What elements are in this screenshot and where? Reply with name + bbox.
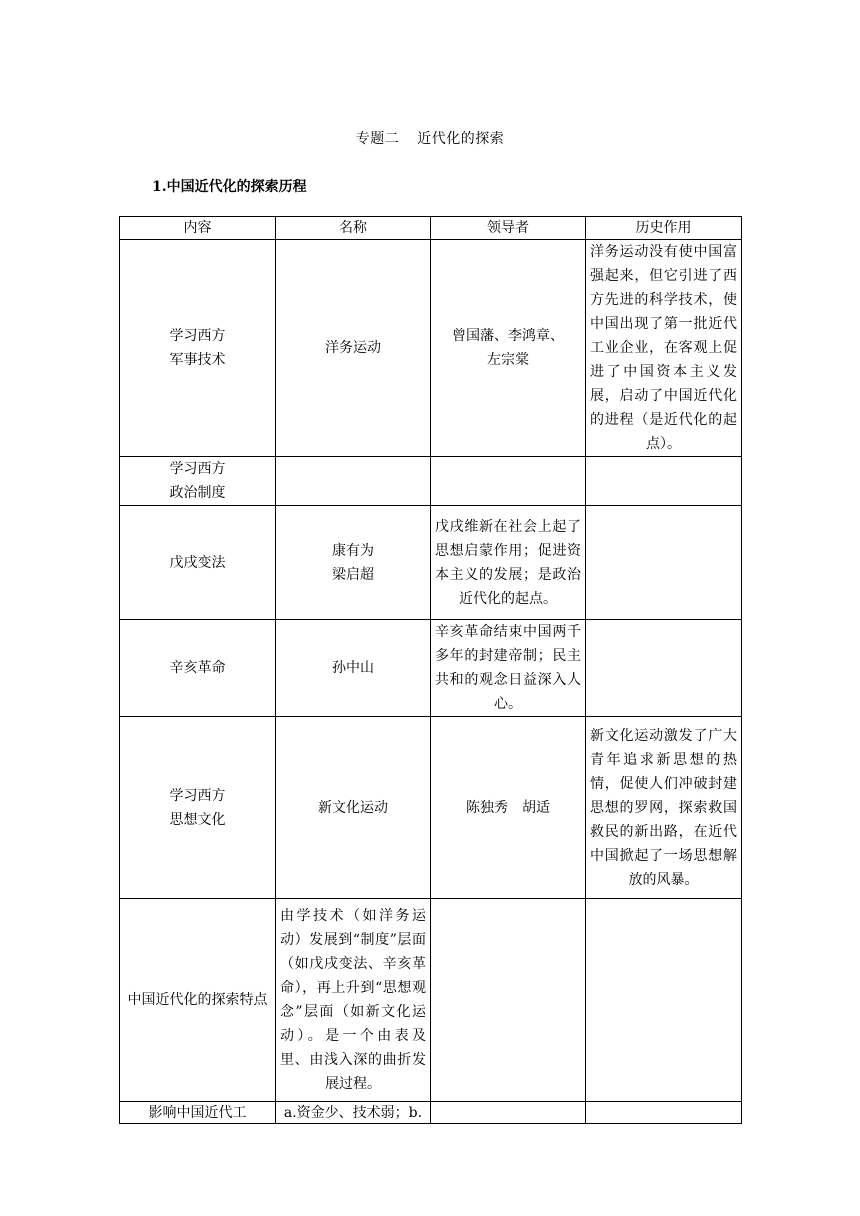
cell-leaders: 陈独秀 胡适 [431,717,586,899]
cell-role: 新文化运动激发了广大青年追求新思想的热情，促使人们冲破封建思想的罗网，探索救国救民的新出路，在近代中国掀起了一场思想解放的风暴。 [586,717,742,899]
cell-name: 洋务运动 [276,240,431,457]
table-row [120,620,742,717]
cell-role [586,1102,742,1124]
cell-name: 由学技术（如洋务运动）发展到“制度”层面（如戊戌变法、辛亥革命），再上升到“思想观念”层面（如新文化运动）。是一个由表及里、由浅入深的曲折发展过程。 [276,899,431,1102]
title-part-2: 近代化的探索 [417,131,505,147]
table-row [120,240,742,457]
table-row [120,457,742,506]
cell-leaders: 戊戌维新在社会上起了思想启蒙作用；促进资本主义的发展；是政治近代化的起点。 [431,506,586,620]
modernization-table [119,216,742,1124]
cell-role: 洋务运动没有使中国富强起来，但它引进了西方先进的科学技术，使中国出现了第一批近代工业企业，在客观上促进了中国资本主义发展，启动了中国近代化的进程（是近代化的起点）。 [586,240,742,457]
document-title [0,128,860,148]
table-row [120,1102,742,1124]
table-row [120,506,742,620]
cell-leaders [431,1102,586,1124]
cell-content: 辛亥革命 [120,620,276,717]
cell-content: 学习西方 思想文化 [120,717,276,899]
cell-name: a.资金少、技术弱；b. [276,1102,431,1124]
cell-role [586,457,742,506]
table-header-row [120,217,742,240]
header-leaders: 领导者 [431,217,586,240]
cell-name: 新文化运动 [276,717,431,899]
cell-leaders: 辛亥革命结束中国两千多年的封建帝制；民主共和的观念日益深入人心。 [431,620,586,717]
title-part-1: 专题二 [355,131,400,147]
cell-content: 学习西方 政治制度 [120,457,276,506]
cell-leaders: 曾国藩、李鸿章、 左宗棠 [431,240,586,457]
cell-leaders [431,457,586,506]
cell-content: 学习西方 军事技术 [120,240,276,457]
cell-content: 中国近代化的探索特点 [120,899,276,1102]
header-role: 历史作用 [586,217,742,240]
table-row [120,899,742,1102]
section-heading: 1.中国近代化的探索历程 [152,179,307,195]
header-name: 名称 [276,217,431,240]
cell-name [276,457,431,506]
cell-content: 戊戌变法 [120,506,276,620]
cell-leaders [431,899,586,1102]
cell-content: 影响中国近代工 [120,1102,276,1124]
cell-name: 孙中山 [276,620,431,717]
cell-role [586,620,742,717]
cell-role [586,506,742,620]
cell-role [586,899,742,1102]
cell-name: 康有为 梁启超 [276,506,431,620]
table-row [120,717,742,899]
header-content: 内容 [120,217,276,240]
